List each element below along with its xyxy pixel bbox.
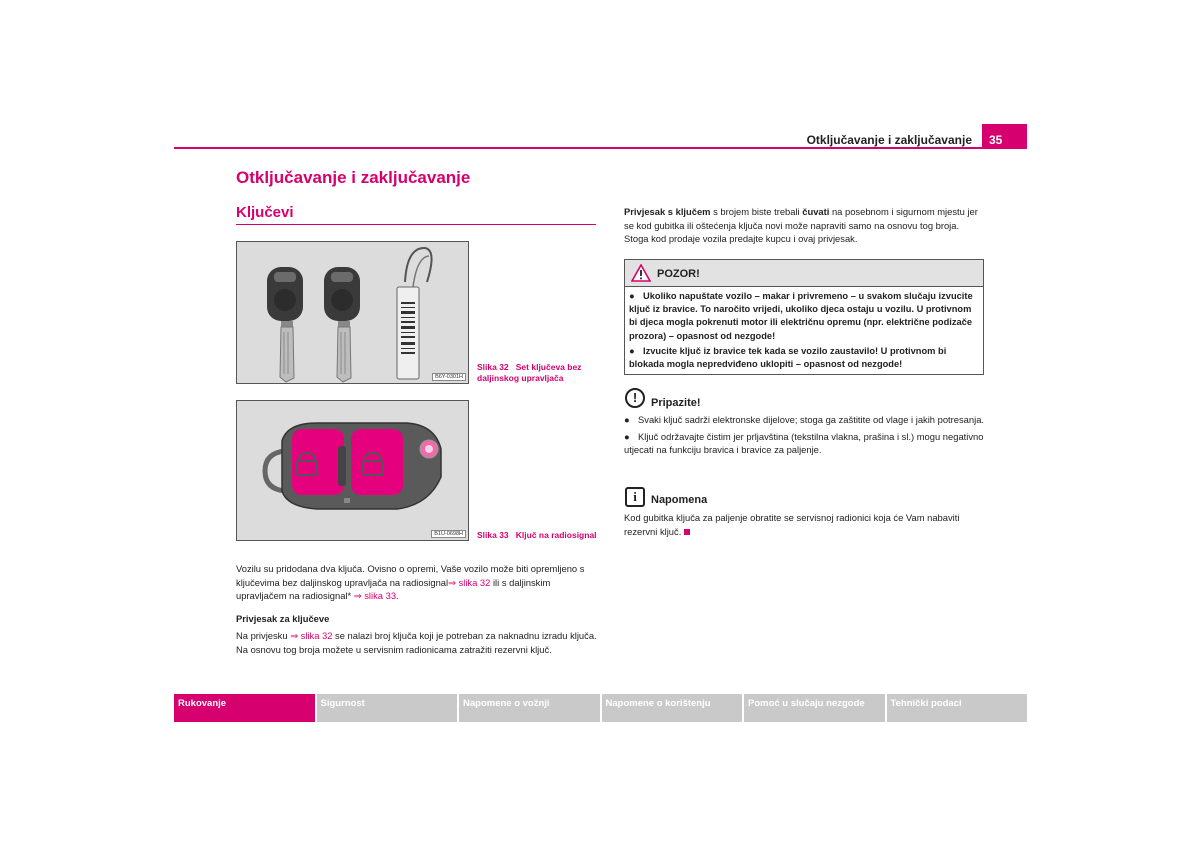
section-title: Ključevi	[236, 204, 294, 221]
remote-key-illustration	[237, 401, 469, 541]
tab-rukovanje[interactable]: Rukovanje	[174, 694, 315, 722]
text-run: Na privjesku	[236, 630, 291, 641]
text-run: ili s daljinskim upravljačem na radiosignal*	[236, 576, 551, 601]
caution-title: Pripazite!	[651, 397, 701, 409]
caution-item	[624, 413, 986, 427]
bullet-icon: ●	[629, 291, 635, 301]
caution-item-text: Ključ održavajte čistim jer prljavština (tekstilna vlakna, prašina i sl.) mogu negativno utjecati na funkciju bravica i bravice za paljenje.	[624, 430, 984, 455]
tab-tehnicki-podaci[interactable]: Tehnički podaci	[887, 694, 1028, 722]
link-figure-32[interactable]: ⇒ slika 32	[290, 630, 333, 641]
bullet-icon: ●	[629, 345, 635, 356]
keychain-paragraph	[236, 629, 598, 656]
figure-code: B6Y-0301H	[432, 373, 466, 381]
note-title: Napomena	[651, 494, 708, 506]
figure-caption	[477, 362, 597, 384]
page-title: Otključavanje i zaključavanje	[236, 168, 471, 187]
tab-sigurnost[interactable]: Sigurnost	[317, 694, 458, 722]
caution-item	[624, 430, 986, 457]
link-figure-33[interactable]: ⇒ slika 33	[353, 590, 397, 601]
bullet-icon: ●	[624, 414, 630, 425]
warning-item	[629, 345, 981, 371]
text-run: .	[396, 590, 399, 601]
figure-keys-set	[236, 241, 469, 384]
warning-header	[625, 260, 983, 287]
caption-text: Ključ na radiosignal	[515, 530, 597, 540]
text-run: s brojem biste trebali	[710, 206, 803, 217]
end-mark-icon	[684, 529, 690, 535]
figure-remote-key	[236, 400, 469, 541]
warning-item-text: Ukoliko napuštate vozilo – makar i privremeno – u svakom slučaju izvucite ključ iz bravice. To naročito vrijedi, ukoliko djeca ostaju u vozilu. U protivnom bi djeca mogla pokrenuti motor ili električnu opremu (npr. električne podizače prozora) – opasnost od nezgode!	[629, 291, 973, 341]
info-icon: i	[625, 487, 645, 507]
warning-title: POZOR!	[657, 268, 700, 280]
note-text: Kod gubitka ključa za paljenje obratite se servisnoj radionici koja će Vam nabaviti rezervni ključ.	[624, 512, 960, 537]
caution-list	[624, 413, 986, 460]
section-rule	[236, 224, 596, 225]
subheading-keychain: Privjesak za ključeve	[236, 613, 330, 624]
bullet-icon: ●	[624, 430, 630, 442]
exclamation-circle-icon: !	[625, 388, 645, 408]
caption-text: Set ključeva bez daljinskog upravljača	[477, 362, 582, 383]
caption-number: Slika 32	[477, 362, 509, 372]
warning-triangle-icon	[631, 264, 651, 282]
intro-paragraph	[236, 562, 598, 603]
tab-pomoc-u-slucaju-nezgode[interactable]: Pomoć u slučaju nezgode	[744, 694, 885, 722]
figure-code: B1U-0698H	[431, 530, 466, 538]
caption-number: Slika 33	[477, 530, 509, 540]
keys-set-illustration	[237, 242, 469, 384]
text-run: se nalazi broj ključa koji je potreban za naknadnu izradu ključa. Na osnovu tog broja možete u servisnim radionicama zatražiti rezervni ključ.	[236, 630, 597, 655]
caution-item-text: Svaki ključ sadrži elektronske dijelove; stoga ga zaštitite od vlage i jakih potresanja.	[638, 414, 985, 425]
running-title: Otključavanje i zaključavanje	[806, 133, 972, 147]
header-rule	[174, 147, 982, 149]
bold-run: Privjesak s ključem	[624, 206, 711, 217]
text-run: na posebnom i sigurnom mjestu jer se kod gubitka ili oštećenja ključa novi može napraviti samo na osnovu tog broja. Stoga kod prodaje vozila predajte kupcu i ovaj privjesak.	[624, 206, 978, 244]
warning-item	[629, 290, 981, 343]
warning-box	[624, 259, 984, 375]
page-number: 35	[982, 124, 1027, 149]
tab-napomene-o-koristenju[interactable]: Napomene o korištenju	[602, 694, 743, 722]
chapter-tabs	[174, 694, 1027, 722]
warning-list	[629, 290, 981, 373]
warning-item-text: Izvucite ključ iz bravice tek kada se vozilo zaustavilo! U protivnom bi blokada mogla nepredviđeno uklopiti – opasnost od nezgode!	[629, 345, 947, 370]
link-figure-32[interactable]: ⇒ slika 32	[448, 576, 491, 588]
keychain-storage-paragraph	[624, 205, 986, 246]
text-run: Vozilu su pridodana dva ključa. Ovisno o opremi, Vaše vozilo može biti opremljeno s ključevima bez daljinskog upravljača na radiosignal	[236, 563, 585, 588]
note-paragraph	[624, 511, 986, 538]
tab-napomene-o-voznji[interactable]: Napomene o vožnji	[459, 694, 600, 722]
figure-caption	[477, 530, 602, 541]
bold-run: čuvati	[802, 206, 830, 217]
